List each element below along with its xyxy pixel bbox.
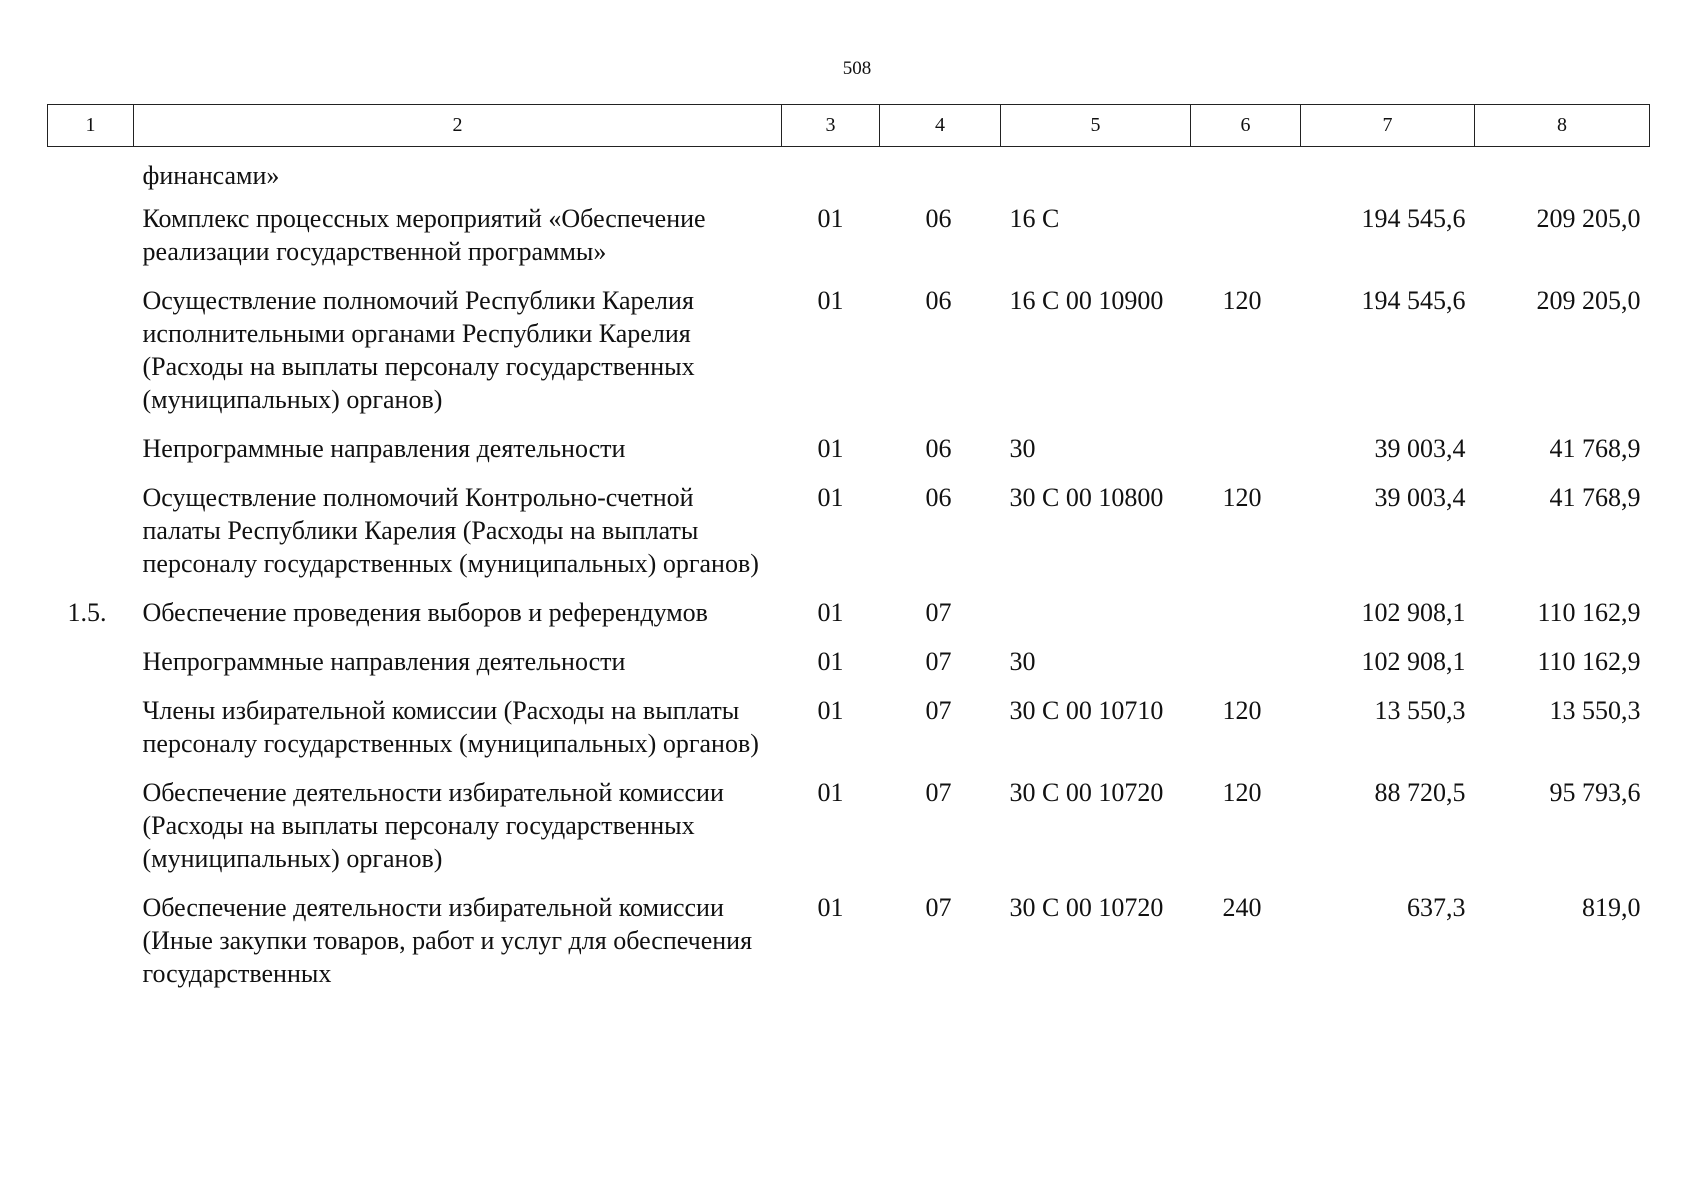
row-name: Члены избирательной комиссии (Расходы на выплаты персоналу государственных (муниципальных) органов)	[142, 696, 759, 758]
row-subsection-code: 07	[925, 598, 952, 627]
row-expense-type: 120	[1222, 483, 1262, 512]
row-number	[48, 694, 134, 776]
row-subsection-code: 07	[925, 893, 952, 922]
table-row	[48, 645, 1650, 694]
header-row	[48, 105, 1650, 147]
table-row	[48, 481, 1650, 596]
row-section-code: 01	[817, 647, 844, 676]
row-number	[48, 481, 134, 596]
row-number	[48, 432, 134, 481]
row-target-article: 16 С 00 10900	[1009, 286, 1164, 315]
row-number	[48, 776, 134, 891]
row-amount-col7: 102 908,1	[1361, 647, 1466, 676]
row-section-code: 01	[817, 204, 844, 233]
row-name: Обеспечение деятельности избирательной комиссии (Расходы на выплаты персоналу государственных (муниципальных) органов)	[142, 778, 724, 873]
row-number	[48, 645, 134, 694]
row-target-article: 30	[1009, 434, 1036, 463]
row-subsection-code	[880, 147, 1001, 203]
row-amount-col8: 41 768,9	[1549, 434, 1641, 463]
row-name: Комплекс процессных мероприятий «Обеспечение реализации государственной программы»	[142, 204, 706, 266]
row-amount-col8: 209 205,0	[1536, 204, 1641, 233]
table-row	[48, 776, 1650, 891]
row-section-code	[782, 147, 880, 203]
row-expense-type	[1191, 202, 1301, 284]
row-target-article: 30	[1009, 647, 1036, 676]
table-row	[48, 694, 1650, 776]
header-col-5: 5	[1001, 105, 1191, 147]
row-section-code: 01	[817, 598, 844, 627]
table-header	[48, 105, 1650, 147]
row-subsection-code: 06	[925, 434, 952, 463]
row-subsection-code: 06	[925, 483, 952, 512]
row-target-article: 30 С 00 10800	[1009, 483, 1164, 512]
table-body	[48, 147, 1650, 1007]
row-section-code: 01	[817, 696, 844, 725]
header-col-1: 1	[48, 105, 134, 147]
row-amount-col8: 41 768,9	[1549, 483, 1641, 512]
row-amount-col7: 39 003,4	[1374, 483, 1466, 512]
row-expense-type	[1191, 432, 1301, 481]
table-row	[48, 202, 1650, 284]
row-expense-type: 120	[1222, 696, 1262, 725]
row-amount-col7: 194 545,6	[1361, 204, 1466, 233]
row-expense-type: 120	[1222, 286, 1262, 315]
header-col-2: 2	[134, 105, 782, 147]
row-subsection-code: 07	[925, 778, 952, 807]
row-target-article: 30 С 00 10710	[1009, 696, 1164, 725]
header-col-3: 3	[782, 105, 880, 147]
table-row	[48, 284, 1650, 432]
row-amount-col7: 88 720,5	[1374, 778, 1466, 807]
row-section-code: 01	[817, 434, 844, 463]
row-target-article: 16 С	[1009, 204, 1060, 233]
row-name: Обеспечение проведения выборов и референдумов	[142, 598, 708, 627]
row-expense-type	[1191, 596, 1301, 645]
header-col-4: 4	[880, 105, 1001, 147]
row-name: Непрограммные направления деятельности	[142, 647, 626, 676]
row-amount-col7: 194 545,6	[1361, 286, 1466, 315]
row-section-code: 01	[817, 893, 844, 922]
row-subsection-code: 07	[925, 647, 952, 676]
row-expense-type: 120	[1222, 778, 1262, 807]
row-number	[48, 147, 134, 203]
row-expense-type	[1191, 147, 1301, 203]
header-col-6: 6	[1191, 105, 1301, 147]
row-section-code: 01	[817, 778, 844, 807]
row-subsection-code: 06	[925, 286, 952, 315]
row-name: Непрограммные направления деятельности	[142, 434, 626, 463]
page-number: 508	[842, 58, 872, 79]
table-row	[48, 596, 1650, 645]
row-target-article: 30 С 00 10720	[1009, 778, 1164, 807]
row-target-article: 30 С 00 10720	[1009, 893, 1164, 922]
row-target-article	[1001, 596, 1191, 645]
row-section-code: 01	[817, 286, 844, 315]
row-subsection-code: 06	[925, 204, 952, 233]
row-amount-col8: 13 550,3	[1549, 696, 1641, 725]
table-row	[48, 891, 1650, 1006]
row-number: 1.5.	[67, 598, 107, 627]
row-amount-col8: 819,0	[1582, 893, 1641, 922]
row-expense-type	[1191, 645, 1301, 694]
row-section-code: 01	[817, 483, 844, 512]
table-row	[48, 147, 1650, 203]
row-amount-col7: 39 003,4	[1374, 434, 1466, 463]
row-expense-type: 240	[1222, 893, 1262, 922]
header-col-7: 7	[1301, 105, 1475, 147]
row-amount-col8	[1475, 147, 1650, 203]
budget-table	[47, 104, 1650, 1006]
row-number	[48, 284, 134, 432]
row-amount-col7: 102 908,1	[1361, 598, 1466, 627]
row-number	[48, 202, 134, 284]
row-amount-col7: 13 550,3	[1374, 696, 1466, 725]
row-amount-col8: 95 793,6	[1549, 778, 1641, 807]
row-name: Осуществление полномочий Республики Карелия исполнительными органами Республики Карелия (Расходы на выплаты персоналу государственных (муниципальных) органов)	[142, 286, 695, 414]
row-amount-col8: 110 162,9	[1537, 598, 1641, 627]
row-amount-col8: 110 162,9	[1537, 647, 1641, 676]
row-subsection-code: 07	[925, 696, 952, 725]
row-amount-col8: 209 205,0	[1536, 286, 1641, 315]
row-amount-col7: 637,3	[1407, 893, 1466, 922]
row-target-article	[1001, 147, 1191, 203]
row-number	[48, 891, 134, 1006]
table-row	[48, 432, 1650, 481]
row-amount-col7	[1301, 147, 1475, 203]
header-col-8: 8	[1475, 105, 1650, 147]
row-name: Осуществление полномочий Контрольно-счетной палаты Республики Карелия (Расходы на выплаты персоналу государственных (муниципальных) органов)	[142, 483, 759, 578]
row-name: Обеспечение деятельности избирательной комиссии (Иные закупки товаров, работ и услуг для обеспечения государственных	[142, 893, 753, 988]
row-name: финансами»	[142, 161, 280, 190]
